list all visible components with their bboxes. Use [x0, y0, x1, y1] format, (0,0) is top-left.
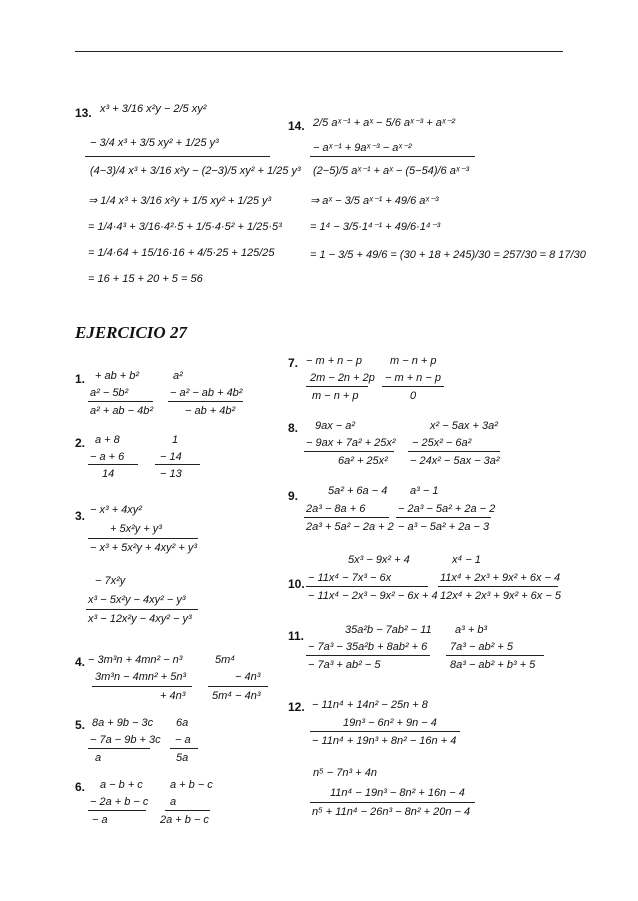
p11-row-1a: 35a²b − 7ab² − 11: [345, 624, 432, 636]
p12-row-4: n⁵ − 7n³ + 4n: [313, 767, 377, 779]
p13-sum-bar: [85, 156, 270, 157]
p2-row-3b: − 13: [160, 468, 182, 480]
top-rule: [75, 51, 563, 52]
p5-bar-a: [88, 748, 150, 749]
p8-row-3a: 6a² + 25x²: [338, 455, 388, 467]
p1-bar-a: [88, 401, 153, 402]
problem-2-number: 2.: [75, 436, 86, 450]
p7-bar-a: [306, 386, 368, 387]
p7-row-2a: 2m − 2n + 2p: [310, 372, 375, 384]
p14-line-5: = 1⁴ − 3/5·1⁴⁻¹ + 49/6·1⁴⁻³: [310, 221, 441, 233]
p2-row-3a: 14: [102, 468, 115, 480]
p8-row-2a: − 9ax + 7a² + 25x²: [306, 437, 396, 449]
p7-bar-b: [382, 386, 444, 387]
p14-sum-bar: [310, 156, 475, 157]
p10-row-1a: 5x³ − 9x² + 4: [348, 554, 410, 566]
problem-5-number: 5.: [75, 718, 86, 732]
p6-row-3b: 2a + b − c: [160, 814, 209, 826]
p1-row-2a: a² − 5b²: [90, 387, 129, 399]
p11-bar-b: [446, 655, 544, 656]
p4-row-2b: − 4n³: [235, 671, 261, 683]
p13-line-1: x³ + 3/16 x²y − 2/5 xy²: [100, 103, 207, 115]
p9-row-1a: 5a² + 6a − 4: [328, 485, 388, 497]
p8-row-2b: − 25x² − 6a²: [412, 437, 472, 449]
p5-row-1b: 6a: [176, 717, 189, 729]
p1-bar-b: [168, 401, 243, 402]
p1-row-1a: + ab + b²: [95, 370, 140, 382]
problem-10-number: 10.: [288, 577, 305, 591]
p13-line-5: = 1/4·4³ + 3/16·4²·5 + 1/5·4·5² + 1/25·5³: [88, 221, 282, 233]
p13-line-2: − 3/4 x³ + 3/5 xy² + 1/25 y³: [90, 137, 219, 149]
p9-row-2a: 2a³ − 8a + 6: [306, 503, 366, 515]
p8-row-1b: x² − 5ax + 3a²: [430, 420, 498, 432]
p10-row-2a: − 11x⁴ − 7x³ − 6x: [308, 572, 392, 584]
problem-9-number: 9.: [288, 489, 299, 503]
problem-3-number: 3.: [75, 509, 86, 523]
problem-14-number: 14.: [288, 119, 305, 133]
problem-8-number: 8.: [288, 421, 299, 435]
p10-row-3b: 12x⁴ + 2x³ + 9x² + 6x − 5: [440, 590, 561, 602]
problem-1-number: 1.: [75, 372, 86, 386]
p5-row-2a: − 7a − 9b + 3c: [90, 734, 161, 746]
p4-row-1b: 5m⁴: [215, 654, 236, 666]
problem-7-number: 7.: [288, 356, 299, 370]
problem-6-number: 6.: [75, 780, 86, 794]
p6-row-2b: a: [170, 796, 177, 808]
p5-bar-b: [170, 748, 198, 749]
p11-row-3a: − 7a³ + ab² − 5: [308, 659, 381, 671]
p4-row-3b: 5m⁴ − 4n³: [212, 690, 261, 702]
problem-11-number: 11.: [288, 629, 305, 643]
p3-row-5: x³ − 5x²y − 4xy² − y³: [88, 594, 186, 606]
p12-bar-2: [310, 802, 475, 803]
p11-row-1b: a³ + b³: [455, 624, 488, 636]
exercise-heading: EJERCICIO 27: [75, 323, 187, 342]
p5-row-3b: 5a: [176, 752, 189, 764]
p3-row-3: − x³ + 5x²y + 4xy² + y³: [90, 542, 197, 554]
p4-row-2a: 3m³n − 4mn² + 5n³: [95, 671, 187, 683]
p9-row-3b: − a³ − 5a² + 2a − 3: [398, 521, 490, 533]
p5-row-3a: a: [95, 752, 102, 764]
p2-bar-b: [155, 464, 200, 465]
p10-bar-a: [306, 586, 428, 587]
p14-line-1: 2/5 aˣ⁻¹ + aˣ − 5/6 aˣ⁻³ + aˣ⁻²: [313, 117, 455, 129]
p13-line-7: = 16 + 15 + 20 + 5 = 56: [88, 273, 203, 285]
p6-row-3a: − a: [92, 814, 108, 826]
p14-line-4: ⇒ aˣ − 3/5 aˣ⁻¹ + 49/6 aˣ⁻³: [310, 195, 439, 207]
p11-row-2a: − 7a³ − 35a²b + 8ab² + 6: [308, 641, 428, 653]
problem-13-number: 13.: [75, 106, 92, 120]
p7-row-2b: − m + n − p: [385, 372, 441, 384]
p10-row-2b: 11x⁴ + 2x³ + 9x² + 6x − 4: [440, 572, 561, 584]
p7-row-1b: m − n + p: [390, 355, 437, 367]
p13-line-4: ⇒ 1/4 x³ + 3/16 x²y + 1/5 xy² + 1/25 y³: [88, 195, 272, 207]
p12-row-1: − 11n⁴ + 14n² − 25n + 8: [312, 699, 428, 711]
p7-row-3a: m − n + p: [312, 390, 359, 402]
p9-bar-a: [304, 517, 389, 518]
p2-row-1b: 1: [172, 434, 179, 446]
p3-row-1: − x³ + 4xy²: [90, 504, 142, 516]
p8-bar-b: [408, 451, 500, 452]
p6-row-2a: − 2a + b − c: [90, 796, 149, 808]
p13-line-6: = 1/4·64 + 15/16·16 + 4/5·25 + 125/25: [88, 247, 275, 259]
p2-row-1a: a + 8: [95, 434, 120, 446]
p3-row-4: − 7x²y: [95, 575, 126, 587]
p5-row-1a: 8a + 9b − 3c: [92, 717, 154, 729]
p13-line-3: (4−3)/4 x³ + 3/16 x²y − (2−3)/5 xy² + 1/25 y³: [90, 165, 301, 177]
p14-line-2: − aˣ⁻¹ + 9aˣ⁻³ − aˣ⁻²: [313, 142, 412, 154]
p11-row-3b: 8a³ − ab² + b³ + 5: [450, 659, 536, 671]
p9-row-2b: − 2a³ − 5a² + 2a − 2: [398, 503, 496, 515]
p1-row-3b: − ab + 4b²: [185, 405, 236, 417]
p3-row-2: + 5x²y + y³: [110, 523, 162, 535]
p11-bar-a: [306, 655, 430, 656]
p5-row-2b: − a: [175, 734, 191, 746]
p8-row-3b: − 24x² − 5ax − 3a²: [410, 455, 500, 467]
p12-bar-1: [310, 731, 460, 732]
p7-row-3b: 0: [410, 390, 417, 402]
p8-bar-a: [304, 451, 394, 452]
p6-row-1a: a − b + c: [100, 779, 143, 791]
p7-row-1a: − m + n − p: [306, 355, 362, 367]
p10-row-3a: − 11x⁴ − 2x³ − 9x² − 6x + 4: [308, 590, 438, 602]
p2-row-2a: − a + 6: [90, 451, 125, 463]
p1-row-1b: a²: [173, 370, 183, 382]
p12-row-3: − 11n⁴ + 19n³ + 8n² − 16n + 4: [312, 735, 457, 747]
p3-row-6: x³ − 12x²y − 4xy² − y³: [88, 613, 192, 625]
p2-row-2b: − 14: [160, 451, 182, 463]
p11-row-2b: 7a³ − ab² + 5: [450, 641, 513, 653]
p1-row-3a: a² + ab − 4b²: [90, 405, 153, 417]
p10-row-1b: x⁴ − 1: [452, 554, 481, 566]
p3-bar-2: [86, 609, 198, 610]
p6-bar-a: [88, 810, 146, 811]
p12-row-5: 11n⁴ − 19n³ − 8n² + 16n − 4: [330, 787, 465, 799]
p4-row-3a: + 4n³: [160, 690, 186, 702]
p6-row-1b: a + b − c: [170, 779, 213, 791]
p9-row-1b: a³ − 1: [410, 485, 439, 497]
p12-row-6: n⁵ + 11n⁴ − 26n³ − 8n² + 20n − 4: [312, 806, 471, 818]
p14-line-3: (2−5)/5 aˣ⁻¹ + aˣ − (5−54)/6 aˣ⁻³: [313, 165, 470, 177]
p6-bar-b: [165, 810, 210, 811]
p12-row-2: 19n³ − 6n² + 9n − 4: [343, 717, 437, 729]
p4-bar-a: [92, 686, 192, 687]
p2-bar-a: [88, 464, 138, 465]
problem-12-number: 12.: [288, 700, 305, 714]
p4-row-1a: − 3m³n + 4mn² − n³: [88, 654, 183, 666]
p9-row-3a: 2a³ + 5a² − 2a + 2: [306, 521, 394, 533]
p9-bar-b: [396, 517, 491, 518]
p1-row-2b: − a² − ab + 4b²: [170, 387, 243, 399]
p4-bar-b: [208, 686, 268, 687]
p14-line-6: = 1 − 3/5 + 49/6 = (30 + 18 + 245)/30 = 257/30 = 8 17/30: [310, 249, 586, 261]
p3-bar-1: [88, 538, 198, 539]
problem-4-number: 4.: [75, 655, 86, 669]
p8-row-1a: 9ax − a²: [315, 420, 356, 432]
p10-bar-b: [438, 586, 558, 587]
